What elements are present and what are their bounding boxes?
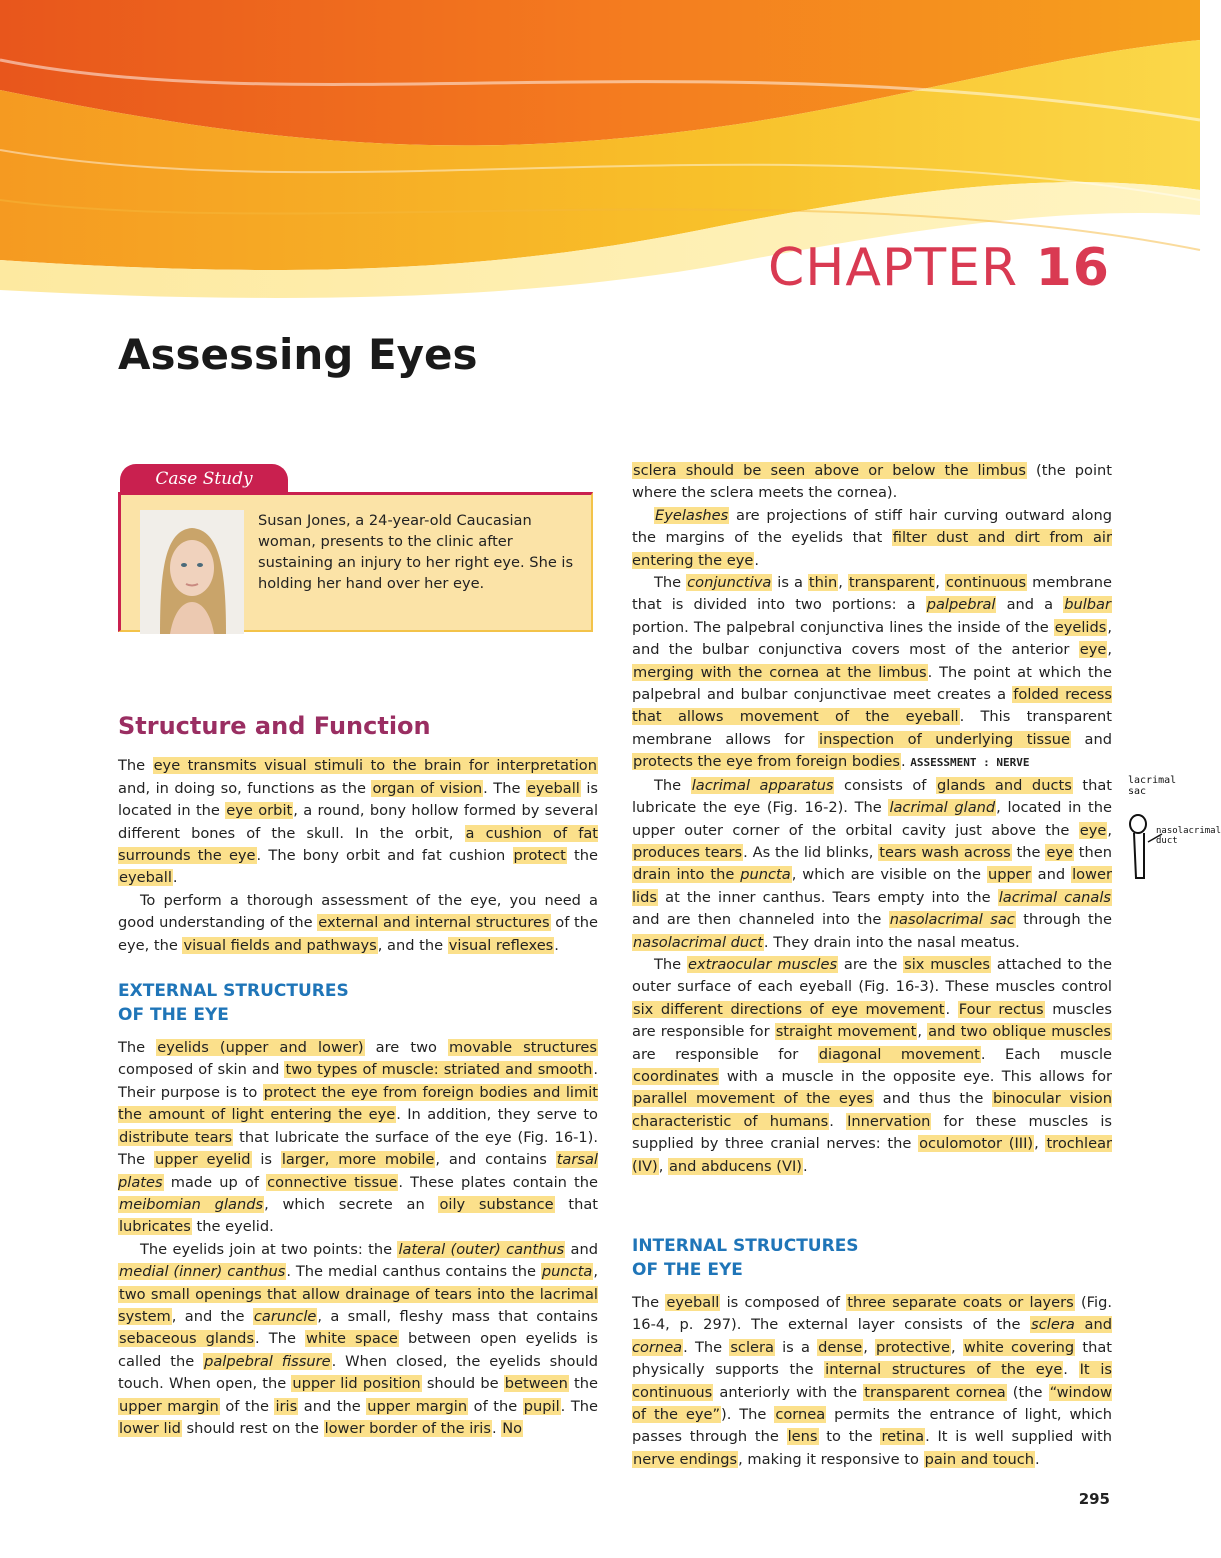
case-study-tab: Case Study (120, 464, 288, 494)
paragraph: The eye transmits visual stimuli to the brain for interpretation and, in doing so, functions as the organ of vision. The eyeball is located in the eye orbit, a round, bony hollow formed by several different bones of the skull. In the orbit, a cushion of fat surrounds the eye. The bony orbit and fat cushion protect the eyeball. (118, 757, 599, 887)
lacrimal-sketch-icon (1122, 812, 1192, 886)
paragraph: The extraocular muscles are the six muscles attached to the outer surface of each eyeball (Fig. 16-3). These muscles control six different directions of eye movement. Four rectus muscles are responsible for straight movement, and two oblique muscles are responsible for diagonal movement. Each muscle coordinates with a muscle in the opposite eye. This allows for parallel movement of the eyes and thus the binocular vision characteristic of humans. Innervation for these muscles is supplied by three cranial nerves: the oculomotor (III), trochlear (IV), and abducens (VI). (632, 955, 1113, 1175)
handwritten-note: lacrimal sac (1128, 775, 1177, 797)
paragraph: sclera should be seen above or below the limbus (the point where the sclera meets the cornea). (632, 462, 1112, 502)
section-title-structure: Structure and Function (118, 712, 431, 740)
page-number: 295 (1078, 1490, 1110, 1508)
paragraph: The lacrimal apparatus consists of glands and ducts that lubricate the eye (Fig. 16-2). The lacrimal gland, located in the upper outer corner of the orbital cavity just above the eye, produces tears. As the lid blinks, tears wash across the eye then drain into the puncta, which are visible on the upper and lower lids at the inner canthus. Tears empty into the lacrimal canals and are then channeled into the nasolacrimal sac through the nasolacrimal duct. They drain into the nasal meatus. (632, 776, 1112, 951)
right-column (632, 460, 1112, 1471)
paragraph: The eyelids (upper and lower) are two movable structures composed of skin and two types of muscle: striated and smooth. Their purpose is to protect the eye from foreign bodies and limit the amount of light entering the eye. In addition, they serve to distribute tears that lubricate the surface of the eye (Fig. 16-1). The upper eyelid is larger, more mobile, and contains tarsal plates made up of connective tissue. These plates contain the meibomian glands, which secrete an oily substance that lubricates the eyelid. (118, 1039, 598, 1236)
paragraph: The eyeball is composed of three separate coats or layers (Fig. 16-4, p. 297). The external layer consists of the sclera and cornea. The sclera is a dense, protective, white covering that physically supports the internal structures of the eye. It is continuous anteriorly with the transparent cornea (the “window of the eye”). The cornea permits the entrance of light, which passes through the lens to the retina. It is well supplied with nerve endings, making it responsive to pain and touch. (632, 1294, 1113, 1468)
chapter-number: 16 (1035, 238, 1110, 298)
subsection-title-external: EXTERNAL STRUCTURES OF THE EYE (118, 981, 349, 1026)
chapter-label (768, 238, 1110, 298)
case-study-box (118, 460, 598, 635)
handwritten-note: nasolacrimal duct (1156, 826, 1221, 846)
chapter-word: CHAPTER (768, 238, 1019, 298)
subsection-title-internal: INTERNAL STRUCTURES OF THE EYE (632, 1236, 859, 1280)
handwritten-note: ASSESSMENT : NERVE (910, 756, 1030, 770)
paragraph: The eyelids join at two points: the lateral (outer) canthus and medial (inner) canthus. The medial canthus contains the puncta, two small openings that allow drainage of tears into the lacrimal system, and the caruncle, a small, fleshy mass that contains sebaceous glands. The white space between open eyelids is called the palpebral fissure. When closed, the eyelids should touch. When open, the upper lid position should be between the upper margin of the iris and the upper margin of the pupil. The lower lid should rest on the lower border of the iris. No (118, 1240, 599, 1437)
paragraph: To perform a thorough assessment of the eye, you need a good understanding of the external and internal structures of the eye, the visual fields and pathways, and the visual reflexes. (118, 891, 599, 954)
patient-photo (140, 510, 244, 634)
paragraph: Eyelashes are projections of stiff hair curving outward along the margins of the eyelids that filter dust and dirt from air entering the eye. (632, 506, 1112, 569)
page-title: Assessing Eyes (118, 330, 478, 379)
left-column (118, 460, 598, 1440)
paragraph: The conjunctiva is a thin, transparent, continuous membrane that is divided into two portions: a palpebral and a bulbar portion. The palpebral conjunctiva lines the inside of the eyelids, and the bulbar conjunctiva covers most of the anterior eye, merging with the cornea at the limbus. The point at which the palpebral and bulbar conjunctivae meet creates a folded recess that allows movement of the eyeball. This transparent membrane allows for inspection of underlying tissue and protects the eye from foreign bodies. ASSESSMENT : NERVE (632, 574, 1112, 771)
case-study-text: Susan Jones, a 24-year-old Caucasian woman, presents to the clinic after sustaining an injury to her right eye. She is holding her hand over her eye. (258, 512, 574, 592)
